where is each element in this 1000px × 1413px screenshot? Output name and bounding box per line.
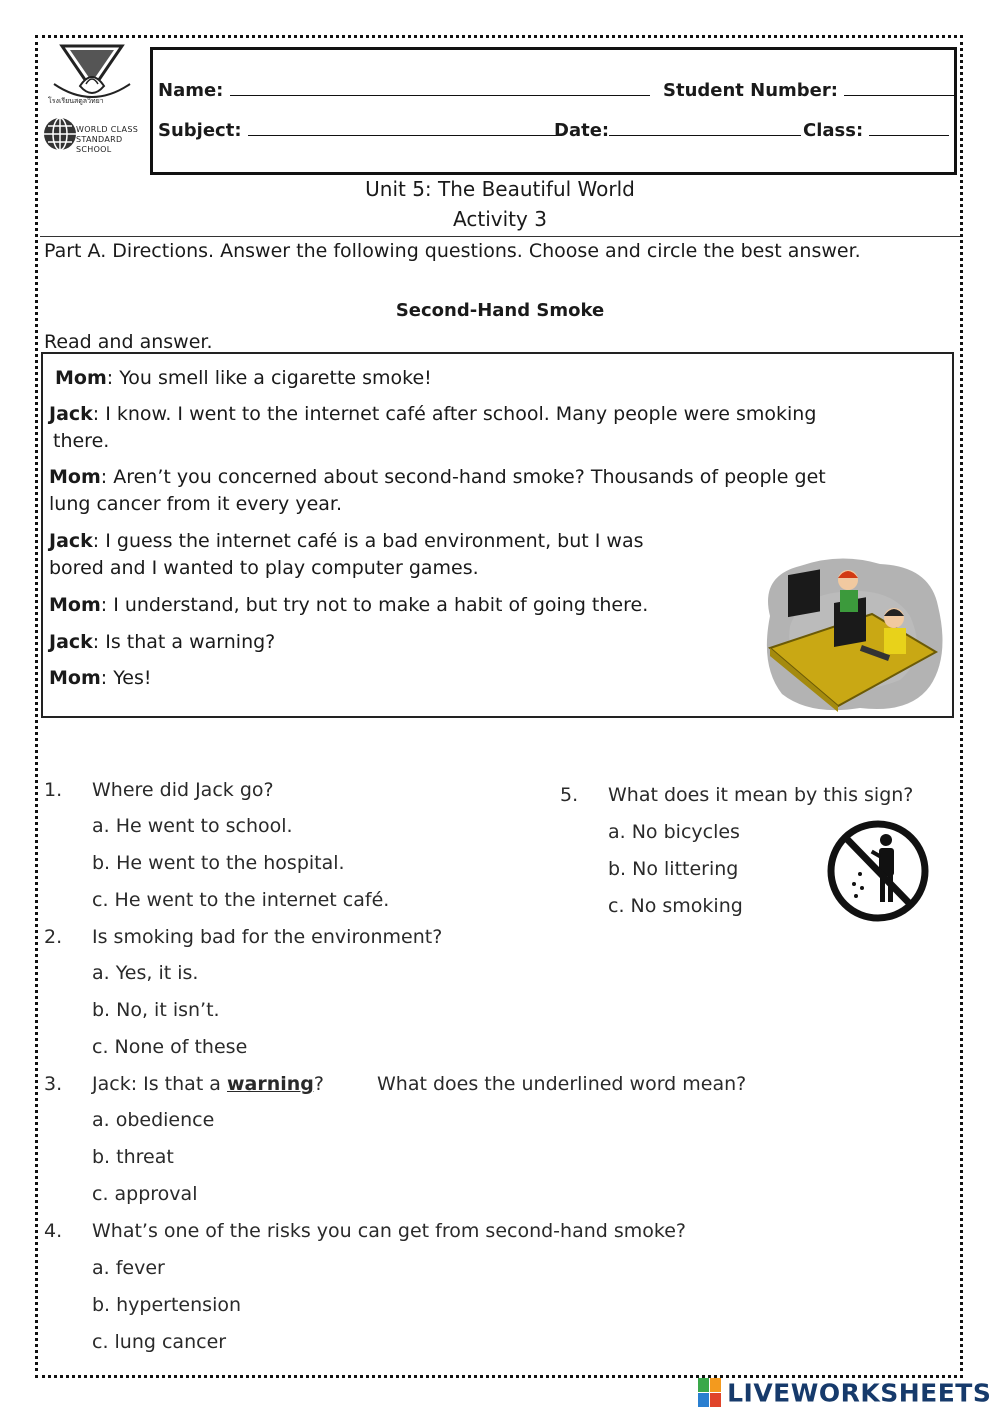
- question-number: 3.: [44, 1073, 63, 1095]
- date-label: Date:: [554, 120, 610, 141]
- answer-option[interactable]: a. No bicycles: [608, 821, 740, 843]
- answer-option[interactable]: c. He went to the internet café.: [92, 889, 390, 911]
- question-subtext: What does the underlined word mean?: [377, 1073, 747, 1095]
- answer-option[interactable]: c. None of these: [92, 1036, 248, 1058]
- answer-option[interactable]: b. threat: [92, 1146, 174, 1168]
- subject-blank[interactable]: [248, 120, 560, 136]
- student-info-box: [150, 47, 957, 175]
- dialogue-line: Jack: I guess the internet café is a bad environment, but I was: [49, 530, 644, 552]
- dialogue-line: Mom: Yes!: [49, 667, 152, 689]
- reading-heading: Second-Hand Smoke: [395, 300, 605, 321]
- unit-title: Unit 5: The Beautiful World: [365, 177, 635, 201]
- dialogue-line: Mom: I understand, but try not to make a habit of going there.: [49, 594, 649, 616]
- liveworksheets-logo[interactable]: [698, 1378, 991, 1412]
- student-number-blank[interactable]: [844, 80, 954, 96]
- name-field[interactable]: [158, 80, 650, 101]
- brand-name: LIVEWORKSHEETS: [727, 1378, 992, 1408]
- answer-option[interactable]: b. No littering: [608, 858, 739, 880]
- logo-caption: โรงเรียนสตูลวิทยา: [48, 97, 104, 105]
- answer-option[interactable]: c. approval: [92, 1183, 198, 1205]
- date-blank[interactable]: [609, 120, 801, 136]
- answer-option[interactable]: b. He went to the hospital.: [92, 852, 345, 874]
- subject-field[interactable]: [158, 120, 560, 141]
- answer-option[interactable]: c. lung cancer: [92, 1331, 227, 1353]
- answer-option[interactable]: a. He went to school.: [92, 815, 293, 837]
- answer-option[interactable]: a. obedience: [92, 1109, 215, 1131]
- answer-option[interactable]: c. No smoking: [608, 895, 743, 917]
- underlined-word: warning: [227, 1073, 314, 1095]
- subject-label: Subject:: [158, 120, 242, 141]
- question-number: 5.: [560, 784, 579, 806]
- live-badge-icon: [698, 1378, 722, 1408]
- globe-icon: [44, 118, 76, 150]
- logo-school-text: WORLD CLASS STANDARD SCHOOL: [76, 125, 139, 154]
- question-text: Jack: Is that a warning?: [92, 1073, 325, 1095]
- class-blank[interactable]: [869, 120, 949, 136]
- question-text: Is smoking bad for the environment?: [92, 926, 443, 948]
- name-blank[interactable]: [230, 80, 650, 96]
- question-number: 4.: [44, 1220, 63, 1242]
- no-littering-sign-icon: [824, 818, 932, 924]
- question-number: 2.: [44, 926, 63, 948]
- dialogue-line: lung cancer from it every year.: [49, 493, 343, 515]
- reading-instruction: Read and answer.: [44, 331, 213, 353]
- dialogue-line: bored and I wanted to play computer games.: [49, 557, 479, 579]
- student-number-field[interactable]: [663, 80, 954, 101]
- answer-option[interactable]: a. Yes, it is.: [92, 962, 199, 984]
- answer-option[interactable]: b. No, it isn’t.: [92, 999, 220, 1021]
- dialogue-line: there.: [53, 430, 110, 452]
- dialogue-line: Mom: Aren’t you concerned about second-hand smoke? Thousands of people get: [49, 466, 826, 488]
- question-text: Where did Jack go?: [92, 779, 274, 801]
- question-text: What’s one of the risks you can get from second-hand smoke?: [92, 1220, 686, 1242]
- class-label: Class:: [803, 120, 864, 141]
- answer-option[interactable]: a. fever: [92, 1257, 165, 1279]
- answer-option[interactable]: b. hypertension: [92, 1294, 242, 1316]
- question-text: What does it mean by this sign?: [608, 784, 914, 806]
- directions: Part A. Directions. Answer the following questions. Choose and circle the best answer.: [44, 240, 861, 262]
- question-number: 1.: [44, 779, 63, 801]
- dialogue-line: Jack: I know. I went to the internet café after school. Many people were smoking: [49, 403, 817, 425]
- date-field[interactable]: [554, 120, 801, 141]
- internet-cafe-illustration: [760, 556, 944, 714]
- activity-title: Activity 3: [453, 207, 547, 231]
- school-logo: [40, 40, 144, 160]
- dialogue-line: Jack: Is that a warning?: [49, 631, 276, 653]
- class-field[interactable]: [803, 120, 949, 141]
- title-divider: [40, 236, 960, 237]
- student-number-label: Student Number:: [663, 80, 838, 101]
- name-label: Name:: [158, 80, 224, 101]
- dialogue-line: Mom: You smell like a cigarette smoke!: [55, 367, 432, 389]
